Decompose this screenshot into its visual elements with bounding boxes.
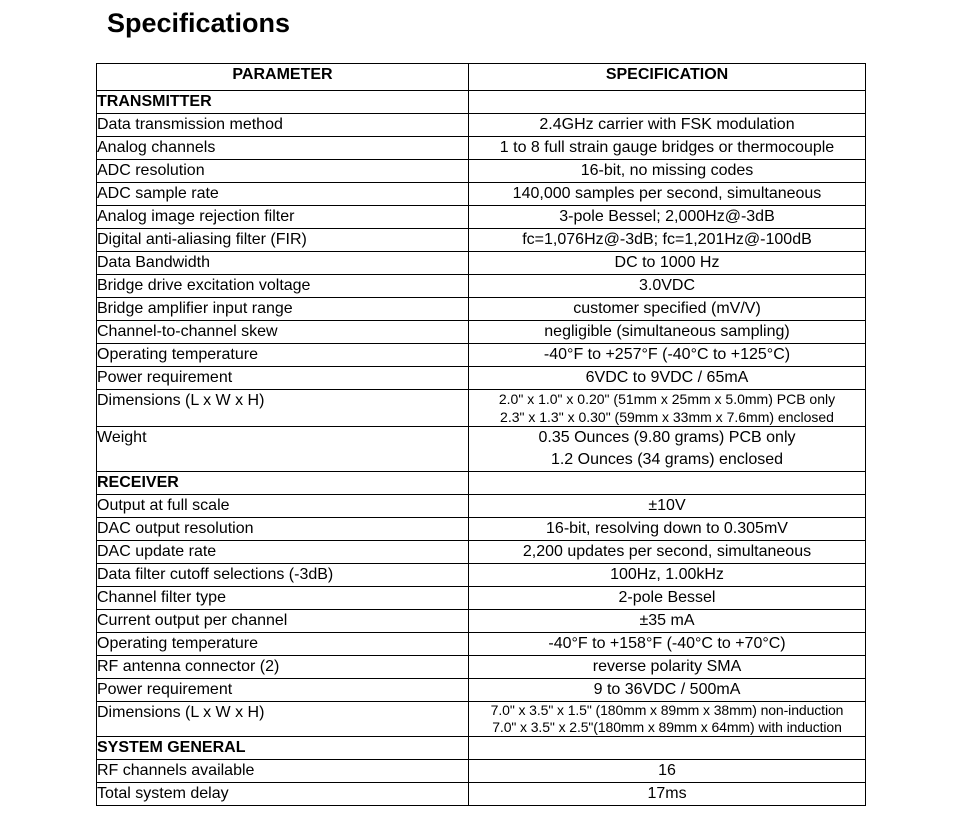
table-row: [97, 702, 866, 737]
specification-cell: [469, 252, 866, 275]
specification-line: 16-bit, no missing codes: [580, 162, 754, 179]
specification-cell: [469, 298, 866, 321]
specification-line: 100Hz, 1.00kHz: [610, 566, 724, 583]
section-spacer: [469, 91, 866, 114]
table-row: [97, 390, 866, 427]
specification-line: -40°F to +257°F (-40°C to +125°C): [543, 346, 791, 363]
section-title: RECEIVER: [97, 472, 469, 495]
table-row: [97, 610, 866, 633]
parameter-cell: RF channels available: [97, 760, 469, 783]
specification-cell: [469, 541, 866, 564]
specification-line: 17ms: [647, 785, 687, 802]
section-header-receiver: [97, 472, 866, 495]
table-row: [97, 495, 866, 518]
specification-line: reverse polarity SMA: [592, 658, 742, 675]
table-row: [97, 206, 866, 229]
specification-line: 6VDC to 9VDC / 65mA: [585, 369, 749, 386]
table-row: [97, 252, 866, 275]
parameter-cell: DAC output resolution: [97, 518, 469, 541]
section-title: SYSTEM GENERAL: [97, 737, 469, 760]
table-row: [97, 564, 866, 587]
parameter-cell: Operating temperature: [97, 344, 469, 367]
table-row: [97, 275, 866, 298]
parameter-cell: Output at full scale: [97, 495, 469, 518]
parameter-cell: Channel-to-channel skew: [97, 321, 469, 344]
specification-cell: [469, 760, 866, 783]
section-spacer: [469, 737, 866, 760]
specification-cell: [469, 137, 866, 160]
specification-line: ±10V: [648, 497, 686, 514]
table-row: [97, 114, 866, 137]
table-row: [97, 183, 866, 206]
table-row: [97, 160, 866, 183]
specification-line: 140,000 samples per second, simultaneous: [512, 185, 822, 202]
specification-cell: [469, 206, 866, 229]
specification-cell: [469, 160, 866, 183]
specification-line: negligible (simultaneous sampling): [544, 323, 790, 340]
parameter-cell: Total system delay: [97, 783, 469, 806]
specification-line: 2-pole Bessel: [618, 589, 716, 606]
section-title: TRANSMITTER: [97, 91, 469, 114]
specification-cell: [469, 229, 866, 252]
parameter-cell: Analog channels: [97, 137, 469, 160]
specification-cell: [469, 587, 866, 610]
specification-line: 3-pole Bessel; 2,000Hz@-3dB: [559, 208, 775, 225]
specification-cell: [469, 495, 866, 518]
parameter-cell: DAC update rate: [97, 541, 469, 564]
parameter-cell: Power requirement: [97, 367, 469, 390]
parameter-cell: Data filter cutoff selections (-3dB): [97, 564, 469, 587]
parameter-cell: Dimensions (L x W x H): [97, 390, 469, 427]
specification-line: 2.0" x 1.0" x 0.20" (51mm x 25mm x 5.0mm) PCB only: [498, 391, 836, 407]
specification-line: 7.0" x 3.5" x 1.5" (180mm x 89mm x 38mm) non-induction: [490, 702, 844, 718]
table-row: [97, 656, 866, 679]
specification-line: 1.2 Ounces (34 grams) enclosed: [550, 451, 784, 468]
specification-cell: [469, 702, 866, 737]
section-header-transmitter: [97, 91, 866, 114]
column-header-parameter: PARAMETER: [97, 64, 469, 91]
specification-cell: [469, 367, 866, 390]
table-row: [97, 344, 866, 367]
table-row: [97, 229, 866, 252]
table-row: [97, 367, 866, 390]
table-row: [97, 760, 866, 783]
specification-line: DC to 1000 Hz: [614, 254, 720, 271]
parameter-cell: Data Bandwidth: [97, 252, 469, 275]
specifications-table: [96, 63, 866, 806]
specification-line: 3.0VDC: [638, 277, 696, 294]
specification-line: 16-bit, resolving down to 0.305mV: [546, 520, 788, 537]
specification-line: 2.3" x 1.3" x 0.30" (59mm x 33mm x 7.6mm) enclosed: [500, 409, 834, 425]
specification-cell: [469, 633, 866, 656]
parameter-cell: ADC resolution: [97, 160, 469, 183]
parameter-cell: Operating temperature: [97, 633, 469, 656]
specification-line: 7.0" x 3.5" x 2.5"(180mm x 89mm x 64mm) with induction: [492, 719, 842, 735]
table-row: [97, 321, 866, 344]
specification-line: 16: [658, 762, 676, 779]
specification-line: 0.35 Ounces (9.80 grams) PCB only: [538, 429, 796, 446]
specification-cell: [469, 783, 866, 806]
section-header-system-general: [97, 737, 866, 760]
parameter-cell: Power requirement: [97, 679, 469, 702]
table-row: [97, 518, 866, 541]
specification-cell: [469, 183, 866, 206]
parameter-cell: Dimensions (L x W x H): [97, 702, 469, 737]
specification-cell: [469, 427, 866, 472]
specification-cell: [469, 390, 866, 427]
specification-cell: [469, 114, 866, 137]
parameter-cell: Bridge amplifier input range: [97, 298, 469, 321]
specification-cell: [469, 610, 866, 633]
specification-cell: [469, 344, 866, 367]
parameter-cell: ADC sample rate: [97, 183, 469, 206]
specification-line: 2.4GHz carrier with FSK modulation: [539, 116, 795, 133]
specification-cell: [469, 656, 866, 679]
parameter-cell: Analog image rejection filter: [97, 206, 469, 229]
specification-cell: [469, 564, 866, 587]
section-spacer: [469, 472, 866, 495]
specification-line: 2,200 updates per second, simultaneous: [522, 543, 812, 560]
parameter-cell: RF antenna connector (2): [97, 656, 469, 679]
table-row: [97, 783, 866, 806]
specification-line: fc=1,076Hz@-3dB; fc=1,201Hz@-100dB: [522, 231, 812, 248]
parameter-cell: Bridge drive excitation voltage: [97, 275, 469, 298]
specification-cell: [469, 321, 866, 344]
column-header-specification: SPECIFICATION: [469, 64, 866, 91]
table-row: [97, 541, 866, 564]
table-row: [97, 427, 866, 472]
specification-line: 1 to 8 full strain gauge bridges or thermocouple: [499, 139, 835, 156]
table-row: [97, 587, 866, 610]
parameter-cell: Data transmission method: [97, 114, 469, 137]
specification-cell: [469, 679, 866, 702]
specification-line: -40°F to +158°F (-40°C to +70°C): [548, 635, 786, 652]
parameter-cell: Current output per channel: [97, 610, 469, 633]
page-title: Specifications: [107, 8, 291, 38]
specification-line: ±35 mA: [639, 612, 695, 629]
table-row: [97, 137, 866, 160]
parameter-cell: Weight: [97, 427, 469, 472]
parameter-cell: Digital anti-aliasing filter (FIR): [97, 229, 469, 252]
table-row: [97, 679, 866, 702]
specification-line: 9 to 36VDC / 500mA: [593, 681, 741, 698]
specification-line: customer specified (mV/V): [573, 300, 761, 317]
table-row: [97, 633, 866, 656]
table-row: [97, 298, 866, 321]
specification-cell: [469, 518, 866, 541]
parameter-cell: Channel filter type: [97, 587, 469, 610]
specification-cell: [469, 275, 866, 298]
